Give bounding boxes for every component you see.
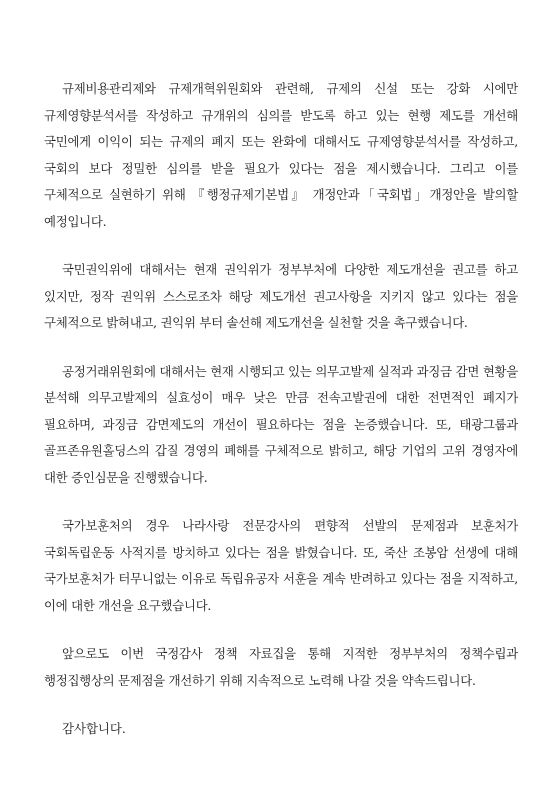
- paragraph-anti-corruption-commission: 국민권익위에 대해서는 현재 권익위가 정부부처에 다양한 제도개선을 권고를 하고 있지만, 정작 권익위 스스로조차 해당 제도개선 권고사항을 지키지 않고 있다는 점을 구체적으로 밝혀내고, 권익위 부터 솔선해 제도개선을 실천할 것을 촉구했습니다.: [44, 262, 518, 330]
- paragraph-fair-trade-commission: 공정거래위원회에 대해서는 현재 시행되고 있는 의무고발제 실적과 과징금 감면 현황을 분석해 의무고발제의 실효성이 매우 낮은 만큼 전속고발권에 대한 전면적인 폐지가 필요하며, 과징금 감면제도의 개선이 필요하다는 점을 논증했습니다. 또, 태광그룹과 골프존유원홀딩스의 갑질 경영의 폐해를 구체적으로 밝히고, 해당 기업의 고위 경영자에 대한 증인심문을 진행했습니다.: [44, 363, 518, 485]
- closing-remark: 감사합니다.: [62, 721, 126, 736]
- paragraph-regulation-reform: 규제비용관리제와 규제개혁위원회와 관련해, 규제의 신설 또는 강화 시에만 규제영향분석서를 작성하고 규개위의 심의를 받도록 하고 있는 현행 제도를 개선해 국민에게 이익이 되는 규제의 폐지 또는 완화에 대해서도 규제영향분석서를 작성하고, 국회의 보다 정밀한 심의를 받을 필요가 있다는 점을 제시했습니다. 그리고 이를 구체적으로 실현하기 위해 『행정규제기본법』 개정안과「국회법」개정안을 발의할 예정입니다.: [44, 81, 518, 229]
- document-body: [44, 76, 518, 743]
- paragraph-future-commitment: 앞으로도 이번 국정감사 정책 자료집을 통해 지적한 정부부처의 정책수립과 행정집행상의 문제점을 개선하기 위해 지속적으로 노력해 나갈 것을 약속드립니다.: [44, 646, 518, 688]
- paragraph-veterans-affairs: 국가보훈처의 경우 나라사랑 전문강사의 편향적 선발의 문제점과 보훈처가 국회독립운동 사적지를 방치하고 있다는 점을 밝혔습니다. 또, 죽산 조봉암 선생에 대해 국가보훈처가 터무니없는 이유로 독립유공자 서훈을 계속 반려하고 있다는 점을 지적하고, 이에 대한 개선을 요구했습니다.: [44, 518, 518, 613]
